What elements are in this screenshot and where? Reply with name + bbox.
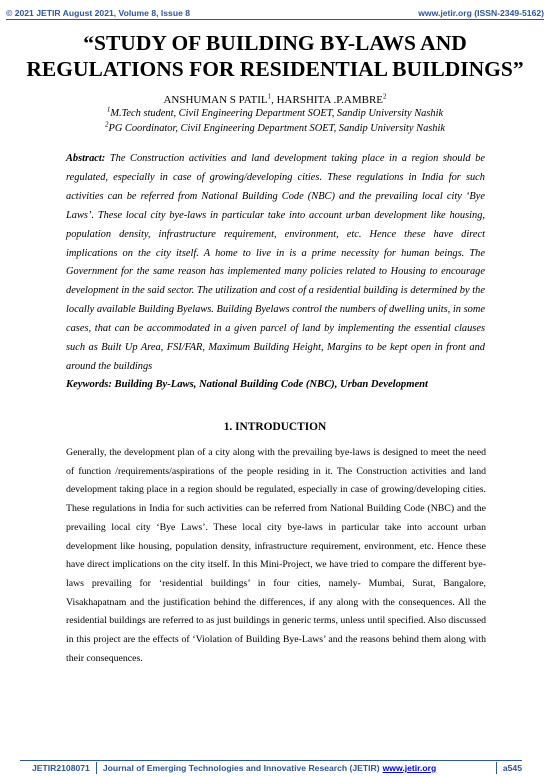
affiliation-2-sup: 2 — [104, 120, 109, 129]
footer-page-box — [490, 762, 522, 774]
keywords: Keywords: Building By-Laws, National Building Code (NBC), Urban Development — [66, 379, 428, 390]
footer-paper-id: JETIR2108071 — [32, 763, 90, 773]
title-line-1: “STUDY OF BUILDING BY-LAWS AND — [83, 31, 467, 55]
affiliation-1 — [0, 107, 550, 121]
affiliation-1-sup: 1 — [106, 105, 111, 114]
header-website-issn: www.jetir.org (ISSN-2349-5162) — [418, 8, 544, 18]
page-footer — [20, 760, 522, 775]
title-line-2: REGULATIONS FOR RESIDENTIAL BUILDINGS” — [26, 57, 524, 81]
introduction-paragraph: Generally, the development plan of a city along with the prevailing bye-laws is designed to meet the need of function /requirements/aspirations of the people residing in it. The Construction activities and land development taking place in a region should be regulated, especially in case of growing/developing cities. These regulations in India for such activities can be referred from National Building Code (NBC) and the prevailing local city ‘Bye Laws’. These local city bye-laws in particular take into account urban development like housing, population density, infrastructure requirement, environment, etc. Hence these have direct implications on the city itself. In this Mini-Project, we have tried to compare the different bye-laws prevailing for ‘residential buildings’ in four cities, namely- Mumbai, Surat, Bangalore, Visakhapatnam and the justification behind the differences, if any along with the consequences. All the residential buildings are referred to as just buildings in generic terms, unless until specified. Also discussed in this project are the effects of ‘Violation of Building Bye-Laws’ and the reasons behind them along with their consequences. — [66, 447, 486, 664]
author-2: HARSHITA .P.AMBRE — [276, 94, 383, 106]
affiliation-1-text: M.Tech student, Civil Engineering Department SOET, Sandip University Nashik — [110, 108, 444, 119]
page-header — [6, 2, 544, 20]
abstract — [66, 150, 485, 377]
affiliation-2-text: PG Coordinator, Civil Engineering Department SOET, Sandip University Nashik — [108, 123, 446, 134]
author-1-sup: 1 — [267, 92, 272, 101]
affiliation-2 — [0, 122, 550, 136]
footer-page-divider — [496, 762, 497, 774]
footer-journal-name: Journal of Emerging Technologies and Innovative Research (JETIR) — [102, 763, 380, 773]
author-1: ANSHUMAN S PATIL — [163, 94, 268, 106]
footer-page-number: a545 — [502, 763, 522, 773]
section-heading-introduction: 1. INTRODUCTION — [223, 421, 327, 433]
footer-divider — [96, 762, 97, 774]
abstract-label: Abstract: — [66, 153, 106, 164]
author-separator: , — [271, 94, 277, 106]
paper-title — [0, 30, 550, 82]
author-2-sup: 2 — [383, 92, 387, 101]
footer-website-link[interactable]: www.jetir.org — [382, 763, 437, 773]
abstract-text: The Construction activities and land development taking place in a region should be regulated, especially in case of growing/developing cities. These regulations in India for such activities can be referred from National Building Code (NBC) and the prevailing local city ‘Bye Laws’. These local city bye-laws in particular take into account urban development like housing, population density, infrastructure requirement, environment, etc. Hence these have direct implications on the city itself. A home to live in is a prime necessity for human beings. The Government for the same reason has implemented many policies related to Housing to encourage development in the said sector. The utilization and cost of a residential building is determined by the locally available Building Byelaws. Building Byelaws control the numbers of dwelling units, in some cases, that can be accommodated in a given parcel of land by implementing the essential clauses such as Built Up Area, FSI/FAR, Maximum Building Height, Margins to be kept open in front and around the buildings — [66, 153, 485, 372]
author-list — [0, 93, 550, 107]
header-volume-info: © 2021 JETIR August 2021, Volume 8, Issue 8 — [6, 8, 191, 18]
